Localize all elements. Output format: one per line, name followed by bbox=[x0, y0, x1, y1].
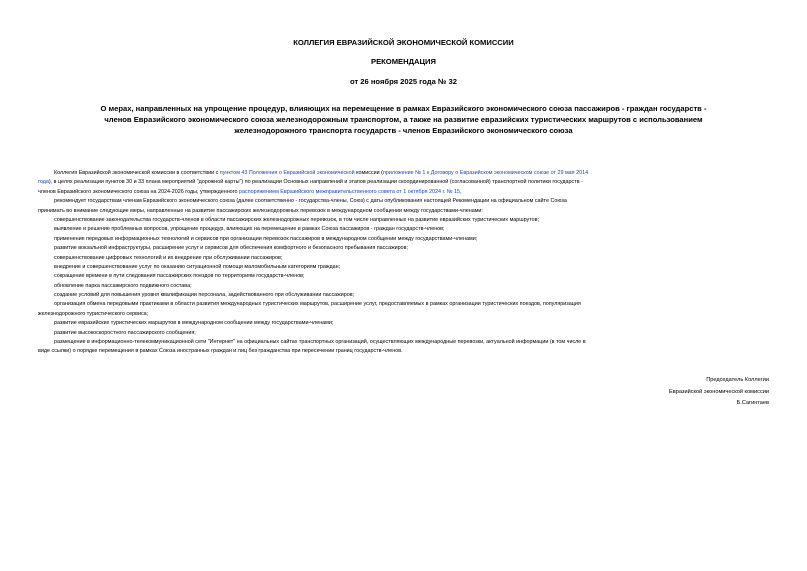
title-line: членов Евразийского экономического союза железнодорожным транспортом, а также на развитие евразийских туристических маршрутов с использованием bbox=[104, 115, 703, 125]
preamble-text: , bbox=[460, 188, 462, 195]
preamble-text: членов Евразийского экономического союза на 2024-2026 годы, утвержденного bbox=[38, 188, 238, 195]
measure-item: развитие высокоскоростного пассажирского сообщения; bbox=[54, 329, 196, 336]
preamble-line bbox=[38, 188, 769, 197]
preamble-line bbox=[38, 178, 769, 187]
measure-item-continuation: виде ссылки) о порядке перемещения в рамках Союза иностранных граждан и лиц без гражданства при пересечении границ государств-членов. bbox=[38, 348, 403, 355]
measure-item: развитие евразийских туристических маршрутов в международном сообщении между государствами-членами; bbox=[54, 320, 334, 327]
title-line: О мерах, направленных на упрощение процедур, влияющих на перемещение в рамках Евразийского экономического союза пассажиров - граждан государств - bbox=[100, 104, 707, 113]
doc-date-number: от 26 ноября 2025 года № 32 bbox=[350, 77, 457, 86]
document-title bbox=[30, 103, 777, 137]
measure-item: применение передовых информационных технологий и сервисов при организации перевозок пассажиров в международном сообщении между государствами-членами; bbox=[54, 235, 478, 242]
signature-position: Евразийской экономической комиссии bbox=[669, 388, 769, 395]
preamble-text: Коллегия Евразийской экономической комиссии в соответствии с bbox=[54, 170, 219, 176]
measure-item: совершенствование законодательства государств-членов в области пассажирских железнодорожных перевозок, в том числе направленных на развитие евразийских туристических маршрутов; bbox=[54, 216, 539, 223]
org-name: КОЛЛЕГИЯ ЕВРАЗИЙСКОЙ ЭКОНОМИЧЕСКОЙ КОМИССИИ bbox=[293, 38, 514, 47]
measure-item: обновление парка пассажирского подвижного состава; bbox=[54, 282, 192, 289]
preamble-text: комиссии ( bbox=[356, 170, 383, 176]
measure-item: создание условий для повышения уровня квалификации персонала, задействованного при обслуживании пассажиров; bbox=[54, 292, 355, 299]
measure-item: внедрение и совершенствование услуг по оказанию ситуационной помощи маломобильным категориям граждан; bbox=[54, 263, 341, 270]
doc-type: РЕКОМЕНДАЦИЯ bbox=[371, 57, 436, 66]
signature-block bbox=[669, 375, 769, 410]
measure-item: размещение в информационно-телекоммуникационной сети "Интернет" на официальных сайтах транспортных организаций, осуществляющих международные перевозки, актуальной информации (в том числе в bbox=[54, 339, 586, 346]
preamble-line bbox=[38, 169, 769, 178]
signature-position: Председатель Коллегии bbox=[706, 377, 769, 383]
measure-item: развитие вокзальной инфраструктуры, расширение услуг и сервисов для обеспечения комфортного и безопасного пребывания пассажиров; bbox=[54, 245, 409, 252]
signature-name: Б.Сагинтаев bbox=[736, 400, 769, 406]
measure-item-continuation: железнодорожного туристического сервиса; bbox=[38, 310, 149, 317]
link-council-order[interactable]: распоряжением Евразийского межправительственного совета от 1 октября 2024 г. № 15 bbox=[239, 188, 461, 195]
link-eec-regulation[interactable]: пунктом 43 Положения о Евразийской экономической bbox=[219, 170, 355, 176]
document-body bbox=[38, 169, 769, 357]
measure-item: выявление и решение проблемных вопросов, упрощение процедур, влияющих на перемещение в рамках Союза пассажиров - граждан государств-членов; bbox=[54, 226, 445, 233]
recommend-line: принимать во внимание следующие меры, направленные на развитие пассажирских железнодорожных перевозок в международном сообщении между государствами-членами: bbox=[38, 207, 483, 214]
measure-item: совершенствование цифровых технологий и их внедрение при обслуживании пассажиров; bbox=[54, 254, 283, 261]
measure-item: организация обмена передовыми практиками в области развития международных туристических маршрутов, расширение услуг, предоставляемых в рамках организации туристических поездов, популяризация bbox=[54, 301, 581, 308]
preamble-text: ), в целях реализации пунктов 30 и 33 плана мероприятий "дорожной карты") по реализации Основных направлений и этапов реализации скоординированной (согласованной) транспортной политики государств - bbox=[48, 179, 583, 186]
link-eaeu-treaty-annex[interactable]: приложение № 1 к Договору о Евразийском экономическом союзе от 29 мая 2014 bbox=[382, 170, 589, 176]
link-eaeu-treaty-year[interactable]: года bbox=[38, 179, 49, 186]
recommend-line: рекомендует государствам членам Евразийского экономического союза (далее соответственно - государства-члены, Союз) с даты опубликования настоящей Рекомендации на официальном сайте Союза bbox=[54, 198, 567, 205]
measure-item: сокращение времени в пути следования пассажирских поездов по территориям государств-членов; bbox=[54, 273, 305, 280]
title-line: железнодорожного транспорта государств - членов Евразийского экономического союза bbox=[234, 126, 573, 136]
